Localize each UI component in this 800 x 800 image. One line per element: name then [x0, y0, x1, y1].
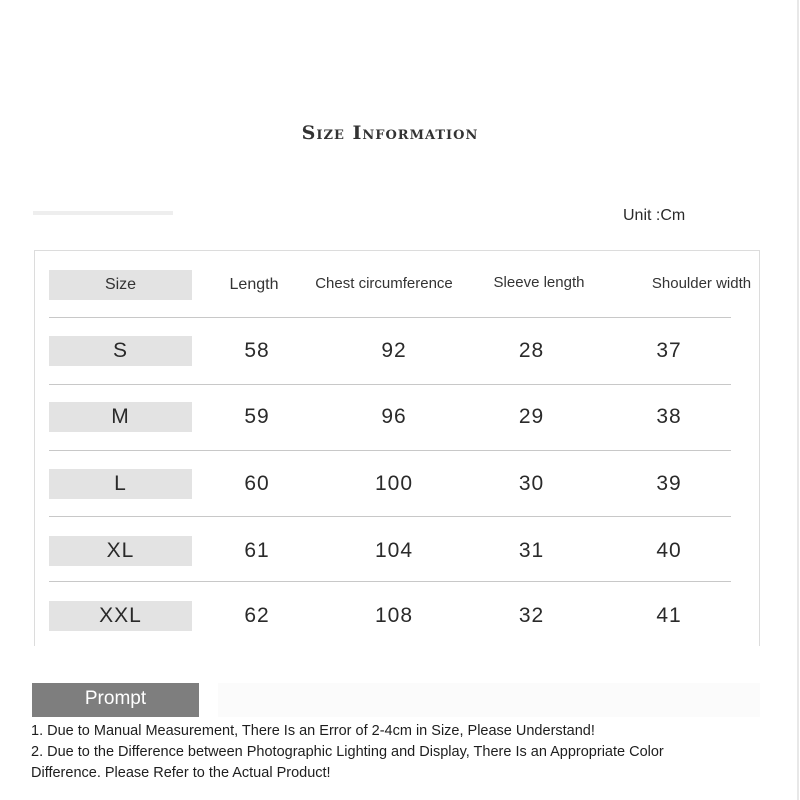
shoulder-cell: 39 [656, 472, 682, 495]
column-header-size: Size [49, 270, 192, 300]
column-header-shoulder: Shoulder width [651, 275, 752, 292]
size-table [34, 250, 760, 646]
length-cell: 62 [244, 604, 270, 627]
table-row [49, 582, 731, 649]
sleeve-cell: 31 [518, 539, 545, 562]
prompt-bar [218, 683, 760, 717]
prompt-label: Prompt [32, 683, 199, 717]
length-cell: 60 [244, 472, 270, 495]
length-cell: 61 [244, 539, 270, 562]
chest-cell: 108 [374, 604, 414, 627]
table-row [49, 517, 731, 584]
shoulder-cell: 37 [656, 339, 682, 362]
size-cell: XL [49, 536, 192, 566]
sleeve-cell: 30 [518, 472, 545, 495]
column-header-sleeve: Sleeve length [493, 274, 585, 291]
note-item: 2. Due to the Difference between Photographic Lighting and Display, There Is an Appropriate Color Difference. Please Refer to the Actual Product! [31, 744, 664, 781]
note-item: 1. Due to Manual Measurement, There Is an Error of 2-4cm in Size, Please Understand! [31, 723, 595, 739]
table-row [49, 318, 731, 385]
size-cell: M [49, 402, 192, 432]
length-cell: 59 [244, 405, 270, 428]
size-cell: XXL [49, 601, 192, 631]
column-header-length: Length [229, 276, 279, 293]
sleeve-cell: 29 [518, 405, 545, 428]
sleeve-cell: 32 [518, 604, 545, 627]
shoulder-cell: 40 [656, 539, 682, 562]
table-row [49, 451, 731, 518]
chest-cell: 96 [381, 405, 407, 428]
chest-cell: 104 [374, 539, 414, 562]
shoulder-cell: 38 [656, 405, 682, 428]
sleeve-cell: 28 [518, 339, 545, 362]
notes [31, 721, 731, 784]
column-header-chest: Chest circumference [315, 275, 453, 292]
unit-label: Unit :Cm [623, 207, 686, 224]
page-title: Size Information [301, 122, 479, 144]
size-cell: L [49, 469, 192, 499]
right-edge-line [797, 0, 799, 800]
length-cell: 58 [244, 339, 270, 362]
table-header-row [49, 251, 752, 317]
chest-cell: 100 [374, 472, 414, 495]
size-cell: S [49, 336, 192, 366]
table-row [49, 385, 731, 452]
shoulder-cell: 41 [656, 604, 682, 627]
chest-cell: 92 [381, 339, 407, 362]
divider [33, 211, 173, 215]
